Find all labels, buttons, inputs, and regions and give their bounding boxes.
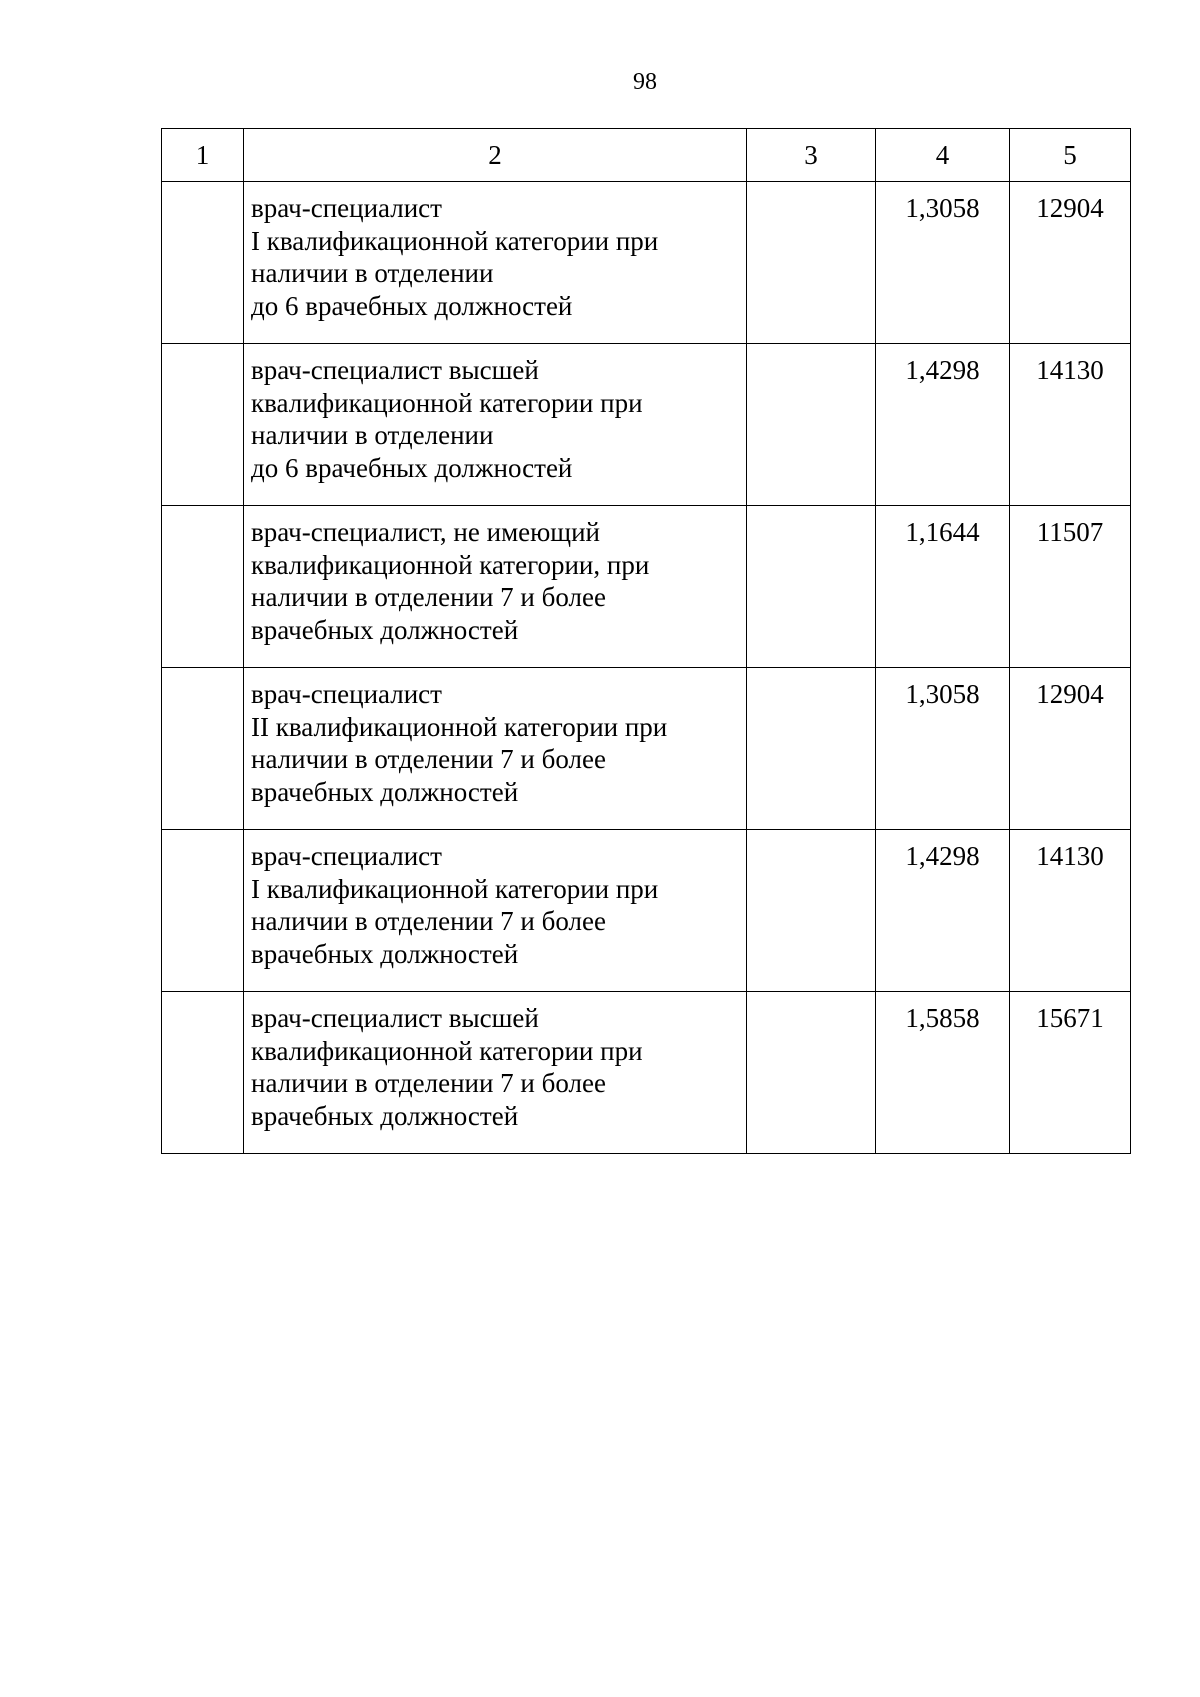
column-3-cell [747, 344, 876, 506]
page-number: 98 [633, 69, 657, 95]
column-3-cell [747, 506, 876, 668]
amount-cell: 12904 [1010, 182, 1131, 344]
coefficient-cell: 1,5858 [876, 992, 1010, 1154]
table-row [162, 992, 1131, 1154]
header-cell-1: 1 [162, 129, 244, 182]
row-number-cell [162, 506, 244, 668]
amount-cell: 14130 [1010, 344, 1131, 506]
position-description-cell: врач-специалист высшей квалификационной категории при наличии в отделении 7 и более врачебных должностей [244, 992, 747, 1154]
position-description-cell: врач-специалист II квалификационной категории при наличии в отделении 7 и более врачебных должностей [244, 668, 747, 830]
header-cell-2: 2 [244, 129, 747, 182]
amount-cell: 14130 [1010, 830, 1131, 992]
coefficient-cell: 1,1644 [876, 506, 1010, 668]
table-row [162, 344, 1131, 506]
row-number-cell [162, 830, 244, 992]
column-3-cell [747, 992, 876, 1154]
coefficient-cell: 1,3058 [876, 668, 1010, 830]
position-description-cell: врач-специалист I квалификационной категории при наличии в отделении 7 и более врачебных должностей [244, 830, 747, 992]
coefficient-cell: 1,3058 [876, 182, 1010, 344]
data-table [161, 128, 1131, 1154]
column-3-cell [747, 830, 876, 992]
amount-cell: 11507 [1010, 506, 1131, 668]
position-description-cell: врач-специалист I квалификационной категории при наличии в отделении до 6 врачебных должностей [244, 182, 747, 344]
table-row [162, 668, 1131, 830]
table-row [162, 506, 1131, 668]
amount-cell: 15671 [1010, 992, 1131, 1154]
coefficient-cell: 1,4298 [876, 344, 1010, 506]
table-row [162, 830, 1131, 992]
table-header-row [162, 129, 1131, 182]
column-3-cell [747, 668, 876, 830]
table-row [162, 182, 1131, 344]
column-3-cell [747, 182, 876, 344]
row-number-cell [162, 344, 244, 506]
coefficient-cell: 1,4298 [876, 830, 1010, 992]
row-number-cell [162, 668, 244, 830]
position-description-cell: врач-специалист, не имеющий квалификационной категории, при наличии в отделении 7 и более врачебных должностей [244, 506, 747, 668]
row-number-cell [162, 992, 244, 1154]
header-cell-3: 3 [747, 129, 876, 182]
position-description-cell: врач-специалист высшей квалификационной категории при наличии в отделении до 6 врачебных должностей [244, 344, 747, 506]
row-number-cell [162, 182, 244, 344]
amount-cell: 12904 [1010, 668, 1131, 830]
header-cell-4: 4 [876, 129, 1010, 182]
header-cell-5: 5 [1010, 129, 1131, 182]
